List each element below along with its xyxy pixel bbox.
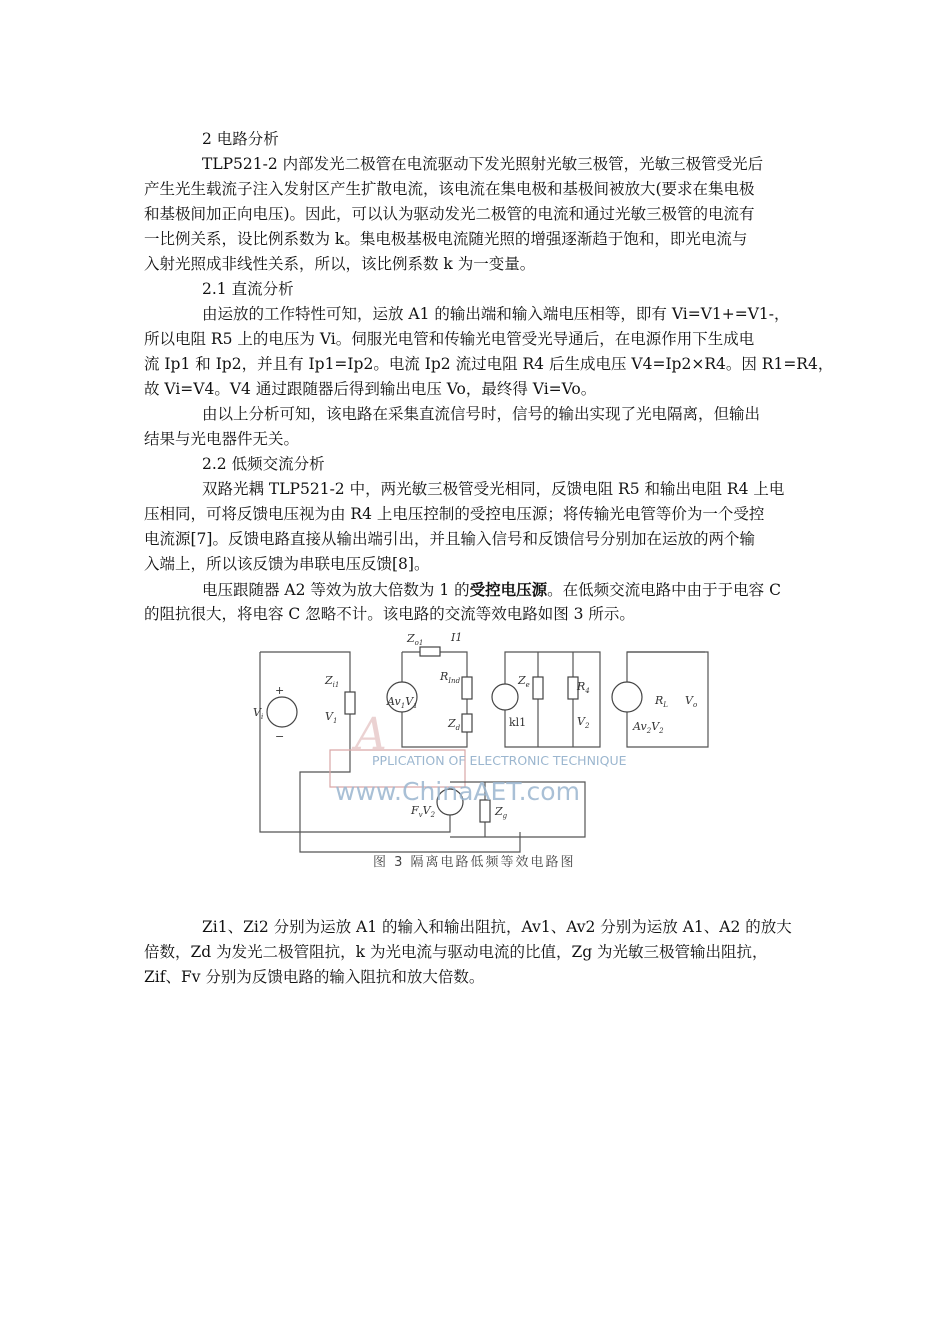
paragraph-line: 和基极间加正向电压)。因此，可以认为驱动发光二极管的电流和通过光敏三极管的电流有 — [144, 205, 755, 223]
label-rind: $R_{Ind}$ — [440, 670, 461, 685]
bold-term: 受控电压源 — [469, 580, 548, 599]
paragraph-line: 故 Vi=V4。V4 通过跟随器后得到输出电压 Vo，最终得 Vi=Vo。 — [144, 380, 597, 398]
text-run: 电压跟随器 A2 等效为放大倍数为 1 的 — [202, 581, 470, 599]
figure-caption: 图 3 隔离电路低频等效电路图 — [373, 855, 576, 870]
label-av2: $Av_2V_2$ — [633, 720, 664, 735]
section-heading-2-2: 2.2 低频交流分析 — [202, 455, 325, 473]
section-heading-2-1: 2.1 直流分析 — [202, 280, 294, 298]
circuit-diagram — [253, 631, 698, 882]
paragraph-line: 产生光生载流子注入发射区产生扩散电流，该电流在集电极和基极间被放大(要求在集电极 — [144, 180, 755, 198]
label-minus: − — [275, 730, 285, 743]
label-zo1: $Z_{o1}$ — [407, 632, 424, 647]
paragraph-line: 流 Ip1 和 Ip2，并且有 Ip1=Ip2。电流 Ip2 流过电阻 R4 后生成电压 V4=Ip2×R4。因 R1=R4， — [144, 355, 834, 373]
paragraph-line: 由以上分析可知，该电路在采集直流信号时，信号的输出实现了光电隔离，但输出 — [202, 405, 761, 423]
label-vi: $V_i$ — [253, 706, 264, 721]
label-zd: $Z_d$ — [448, 717, 461, 732]
watermark-text: PPLICATION OF ELECTRONIC TECHNIQUE — [372, 753, 627, 768]
paragraph-line: 双路光耦 TLP521-2 中，两光敏三极管受光相同，反馈电阻 R5 和输出电阻 R4 上电 — [202, 480, 785, 498]
label-v1: $V_1$ — [325, 710, 338, 725]
label-zi1: $Z_{i1}$ — [325, 674, 340, 689]
paragraph-line: Zi1、Zi2 分别为运放 A1 的输入和输出阻抗，Av1、Av2 分别为运放 A1、A2 的放大 — [202, 918, 792, 936]
paragraph-line: TLP521-2 内部发光二极管在电流驱动下发光照射光敏三极管，光敏三极管受光后 — [202, 155, 764, 173]
text-run: 。在低频交流电路中由于于电容 C — [547, 581, 781, 599]
paragraph-line: 所以电阻 R5 上的电压为 Vi。伺服光电管和传输光电管受光导通后，在电源作用下生成电 — [144, 330, 755, 348]
paragraph-line: 电流源[7]。反馈电路直接从输出端引出，并且输入信号和反馈信号分别加在运放的两个输 — [144, 530, 755, 548]
label-r4: $R_4$ — [577, 680, 590, 695]
label-av1: $Av_1V_1$ — [387, 695, 418, 710]
paragraph-line: 由运放的工作特性可知，运放 A1 的输出端和输入端电压相等，即有 Vi=V1+=V1-， — [202, 305, 790, 323]
section-heading-2: 2 电路分析 — [202, 130, 279, 148]
label-zg: $Z_g$ — [495, 805, 508, 820]
paragraph-line: 一比例关系，设比例系数为 k。集电极基极电流随光照的增强逐渐趋于饱和，即光电流与 — [144, 230, 748, 248]
label-plus: + — [275, 684, 285, 697]
paragraph-line: 压相同，可将反馈电压视为由 R4 上电压控制的受控电压源；将传输光电管等价为一个受控 — [144, 505, 765, 523]
watermark-url: www.ChinaAET.com — [335, 777, 580, 806]
label-rl: $R_L$ — [655, 694, 668, 709]
label-kl1: kl1 — [509, 716, 527, 729]
paragraph-line: 倍数，Zd 为发光二极管阻抗，k 为光电流与驱动电流的比值，Zg 为光敏三极管输出阻抗， — [144, 943, 768, 961]
label-v2: $V_2$ — [577, 715, 590, 730]
watermark-logo: A — [355, 709, 387, 760]
paragraph-line — [202, 577, 781, 603]
paragraph-line: 入端上，所以该反馈为串联电压反馈[8]。 — [144, 555, 430, 573]
paragraph-line: 的阻抗很大，将电容 C 忽略不计。该电路的交流等效电路如图 3 所示。 — [144, 605, 635, 623]
label-ze: $Z_e$ — [518, 674, 530, 689]
label-vo: $V_o$ — [685, 694, 698, 709]
paragraph-line: 入射光照成非线性关系，所以，该比例系数 k 为一变量。 — [144, 255, 536, 273]
paragraph-line: 结果与光电器件无关。 — [144, 430, 300, 448]
label-i1: I1 — [451, 631, 463, 644]
paragraph-line: Zif、Fv 分别为反馈电路的输入阻抗和放大倍数。 — [144, 968, 485, 986]
label-fv: $F_vV_2$ — [411, 804, 436, 819]
